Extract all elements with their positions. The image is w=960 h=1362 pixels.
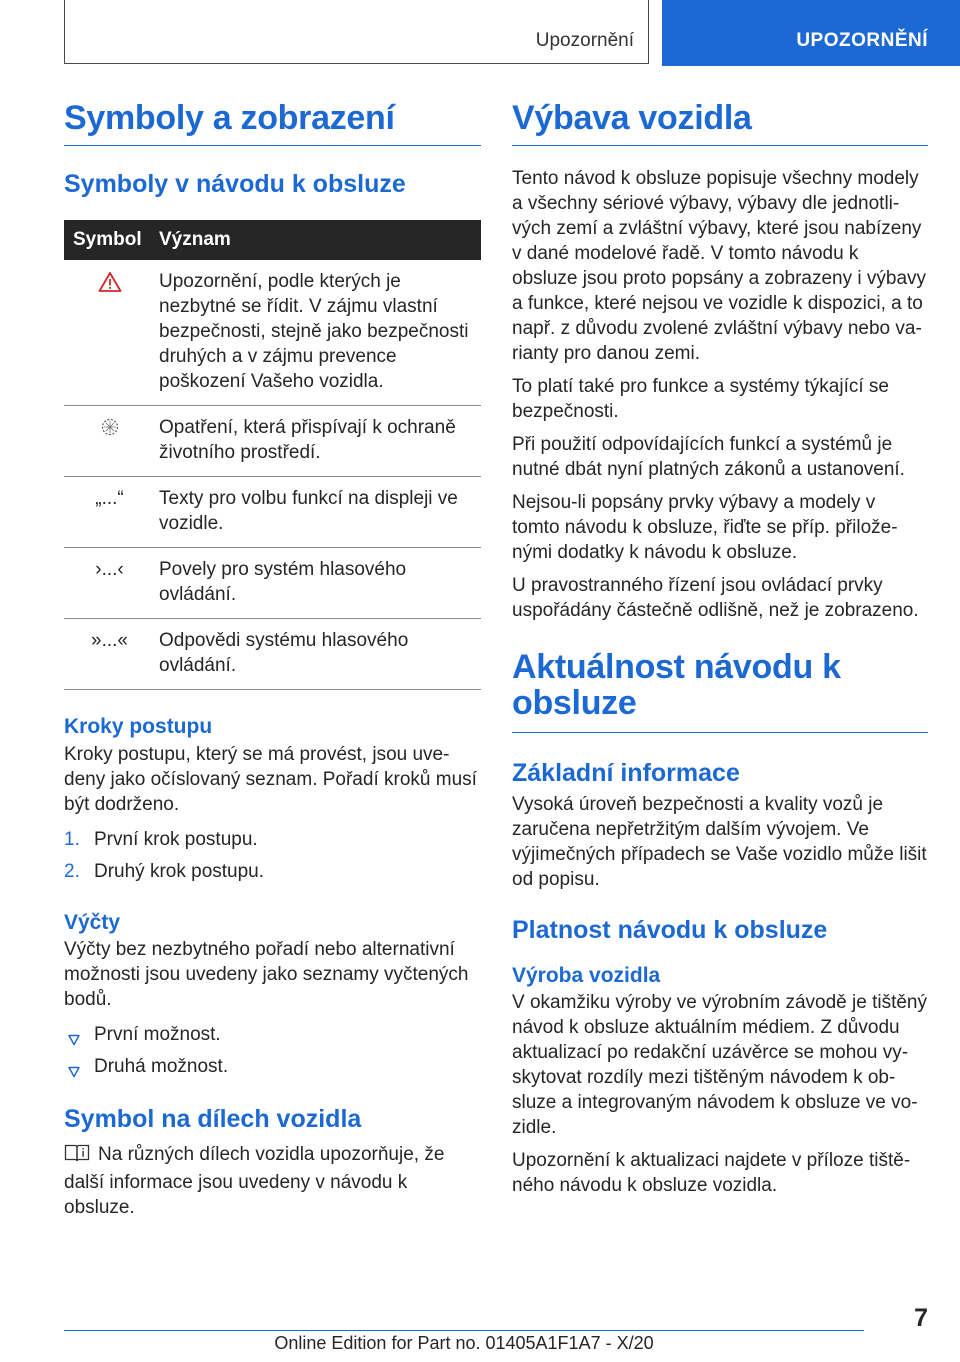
update-text: Upozornění k aktualizaci najdete v příloze tištěného návodu k obsluze vozidla. bbox=[512, 1149, 911, 1196]
basic-text: Vysoká úroveň bezpečnosti a kvality vozů je zaručena nepřetržitým dalším vývojem. Ve výjimečných případech se Vaše vozidlo může lišit od popisu. bbox=[512, 793, 927, 890]
warning-triangle-icon bbox=[98, 277, 122, 298]
steps-heading: Kroky postupu bbox=[64, 715, 213, 739]
meaning-cell: Upozornění, podle kterých je nezbytné se řídit. V zájmu vlastní bezpečnosti, stejně jako bezpečnosti druhých a v zájmu prevence poškození Vašeho vozidla. bbox=[159, 260, 481, 406]
table-row bbox=[64, 548, 481, 619]
step-number: 2. bbox=[64, 860, 80, 882]
page-title: Symboly a zobrazení bbox=[64, 99, 395, 137]
steps-list bbox=[64, 827, 481, 884]
meaning-cell: Opatření, která přispívají k ochraně životního prostředí. bbox=[159, 406, 481, 477]
footer-edition: Online Edition for Part no. 01405A1F1A7 - X/20 bbox=[274, 1333, 654, 1353]
left-column bbox=[64, 100, 481, 1220]
symbols-heading: Symboly v návodu k obsluze bbox=[64, 169, 406, 198]
meaning-cell: Povely pro systém hlasového ovládání. bbox=[159, 548, 481, 619]
paragraph: Při použití odpovídajících funkcí a systémů je nutné dbát nyní platných zákonů a ustanovení. bbox=[512, 433, 905, 480]
production-text: V okamžiku výroby ve výrobním závodě je tištěný návod k obsluze aktuálním médiem. Z důvodu aktualizací po redakční uzávěrce se mohou vyskytovat rozdíly mezi tištěným návodem k obsluze a integrovaným návodem k obsluze ve vozidle. bbox=[512, 991, 928, 1138]
list-item bbox=[64, 827, 481, 852]
bullet-triangle-icon bbox=[68, 1060, 80, 1085]
table-header-row bbox=[64, 220, 481, 260]
enum-heading: Výčty bbox=[64, 910, 121, 934]
list-item bbox=[64, 1054, 481, 1079]
symbol-cell bbox=[64, 260, 159, 406]
symbol-cell bbox=[64, 406, 159, 477]
actuality-title: Aktuálnost návodu k obsluze bbox=[512, 647, 841, 723]
table-row bbox=[64, 260, 481, 406]
col-header-symbol: Symbol bbox=[64, 220, 159, 260]
parts-text: Na různých dílech vozidla upozorňuje, že další informace jsou uvedeny v návodu k obsluze. bbox=[64, 1143, 445, 1218]
enum-item-text: Druhá možnost. bbox=[94, 1055, 229, 1077]
parts-heading: Symbol na dílech vozidla bbox=[64, 1104, 362, 1133]
paragraph: Tento návod k obsluze popisuje všechny modely a všechny sériové výbavy, výbavy dle jednotlivých zemí a zvláštní výbavy, které jsou nabízeny v dané modelové řadě. V tomto návodu k obsluze jsou proto popsány a zobrazeny i výbavy a funkce, které nejsou ve vozidle k dispozici, a to např. z důvodu zvolené zvláštní výbavy nebo varianty pro danou zemi. bbox=[512, 167, 927, 364]
meaning-cell: Texty pro volbu funkcí na displeji ve vozidle. bbox=[159, 477, 481, 548]
header-chapter-label: UPOZORNĚNÍ bbox=[796, 30, 928, 51]
enum-item-text: První možnost. bbox=[94, 1023, 221, 1045]
manual-book-icon bbox=[64, 1143, 90, 1170]
step-number: 1. bbox=[64, 828, 80, 850]
equipment-title-rule bbox=[512, 100, 928, 146]
step-text: První krok postupu. bbox=[94, 828, 258, 850]
symbol-cell: ›...‹ bbox=[64, 548, 159, 619]
basic-heading: Základní informace bbox=[512, 759, 740, 788]
validity-heading: Platnost návodu k obsluze bbox=[512, 915, 828, 944]
header-section-box bbox=[64, 0, 649, 64]
header-chapter-tab[interactable] bbox=[662, 0, 960, 66]
parts-paragraph bbox=[64, 1142, 481, 1220]
table-row bbox=[64, 619, 481, 690]
table-row bbox=[64, 477, 481, 548]
symbols-table bbox=[64, 220, 481, 690]
paragraph: To platí také pro funkce a systémy týkající se bezpečnosti. bbox=[512, 375, 889, 422]
production-heading: Výroba vozidla bbox=[512, 963, 661, 987]
actuality-title-rule bbox=[512, 649, 928, 733]
symbol-cell: »...« bbox=[64, 619, 159, 690]
enum-list bbox=[64, 1022, 481, 1079]
page-number: 7 bbox=[914, 1304, 928, 1332]
paragraph: U pravostranného řízení jsou ovládací prvky uspořádány částečně odlišně, než je zobrazeno. bbox=[512, 574, 919, 621]
col-header-meaning: Význam bbox=[159, 220, 481, 260]
footer-rule bbox=[64, 1330, 864, 1331]
step-text: Druhý krok postupu. bbox=[94, 860, 265, 882]
equipment-title: Výbava vozidla bbox=[512, 99, 752, 137]
list-item bbox=[64, 859, 481, 884]
paragraph: Nejsou-li popsány prvky výbavy a modely v tomto návodu k obsluze, řiďte se příp. přiloženými dodatky k návodu k obsluze. bbox=[512, 491, 898, 563]
environment-icon bbox=[99, 422, 121, 443]
right-column bbox=[512, 100, 928, 1198]
enum-text: Výčty bez nezbytného pořadí nebo alternativní možnosti jsou uvedeny jako seznamy vyčtených bodů. bbox=[64, 938, 469, 1010]
symbol-cell: „...“ bbox=[64, 477, 159, 548]
meaning-cell: Odpovědi systému hlasového ovládání. bbox=[159, 619, 481, 690]
header-section-label: Upozornění bbox=[535, 30, 634, 51]
table-row bbox=[64, 406, 481, 477]
bullet-triangle-icon bbox=[68, 1028, 80, 1053]
steps-text: Kroky postupu, který se má provést, jsou uvedeny jako očíslovaný seznam. Pořadí kroků musí být dodrženo. bbox=[64, 743, 477, 815]
title-rule bbox=[64, 100, 481, 146]
list-item bbox=[64, 1022, 481, 1047]
